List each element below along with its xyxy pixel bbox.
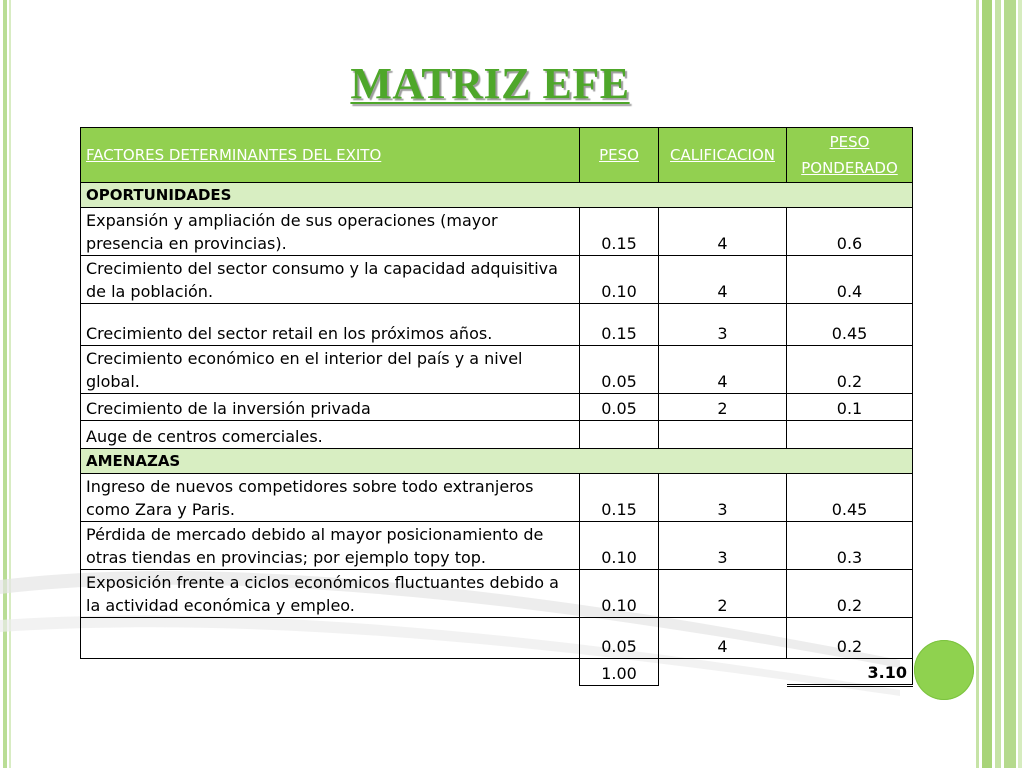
- value-peso: 0.15: [580, 474, 659, 522]
- factor-cell: [81, 570, 580, 618]
- factor-text-line2: otras tiendas en provincias; por ejemplo topy top.: [86, 548, 486, 567]
- factor-row: [81, 421, 913, 449]
- value-peso: 0.15: [580, 208, 659, 256]
- factor-text-line1: Crecimiento económico en el interior del país y a nivel: [86, 349, 523, 368]
- header-ponderado-line2: PONDERADO: [801, 159, 898, 177]
- factor-cell: [81, 346, 580, 394]
- header-ponderado-line1: PESO: [829, 133, 870, 151]
- value-peso: 0.05: [580, 394, 659, 421]
- value-peso: 0.05: [580, 346, 659, 394]
- factor-text-line2: como Zara y Paris.: [86, 500, 236, 519]
- section-row: [81, 449, 913, 474]
- decorative-circle: [914, 640, 974, 700]
- value-pond: 0.2: [787, 346, 913, 394]
- value-pond: 0.45: [787, 304, 913, 346]
- value-cal: 4: [659, 346, 787, 394]
- value-pond: 0.3: [787, 522, 913, 570]
- factor-row: [81, 304, 913, 346]
- value-pond: 0.45: [787, 474, 913, 522]
- value-pond: 0.4: [787, 256, 913, 304]
- factor-text-line2: global.: [86, 372, 140, 391]
- efe-matrix-table: [80, 127, 913, 687]
- value-cal: 4: [659, 256, 787, 304]
- factor-cell: [81, 474, 580, 522]
- factor-row: [81, 208, 913, 256]
- section-label: AMENAZAS: [81, 449, 913, 474]
- factor-row: [81, 394, 913, 421]
- value-cal: 4: [659, 208, 787, 256]
- totals-row: [81, 659, 913, 686]
- factor-row: [81, 346, 913, 394]
- value-peso: [580, 421, 659, 449]
- factor-row: [81, 522, 913, 570]
- factor-cell: [81, 394, 580, 421]
- factor-cell: [81, 522, 580, 570]
- header-calificacion: CALIFICACION: [659, 128, 787, 183]
- page-title: MATRIZ EFE: [350, 59, 630, 108]
- factor-text-line2: de la población.: [86, 282, 214, 301]
- factor-cell: [81, 208, 580, 256]
- total-ponderado: 3.10: [787, 659, 913, 686]
- totals-blank: [81, 659, 580, 686]
- factor-text-line2: presencia en provincias).: [86, 234, 287, 253]
- value-pond: 0.6: [787, 208, 913, 256]
- factor-row: [81, 474, 913, 522]
- factor-text-line1: Ingreso de nuevos competidores sobre todo extranjeros: [86, 477, 534, 496]
- value-pond: [787, 421, 913, 449]
- factor-row: [81, 256, 913, 304]
- value-peso: 0.10: [580, 522, 659, 570]
- header-row: [81, 128, 913, 183]
- header-peso: PESO: [580, 128, 659, 183]
- value-cal: 3: [659, 522, 787, 570]
- factor-text-line1: Crecimiento del sector consumo y la capacidad adquisitiva: [86, 259, 558, 278]
- value-peso: 0.10: [580, 256, 659, 304]
- factor-cell: [81, 421, 580, 449]
- header-peso-ponderado: [787, 128, 913, 183]
- factor-text-line2: Auge de centros comerciales.: [86, 427, 323, 446]
- section-label: OPORTUNIDADES: [81, 183, 913, 208]
- value-peso: 0.10: [580, 570, 659, 618]
- factor-cell: [81, 304, 580, 346]
- factor-text-line2: Crecimiento de la inversión privada: [86, 399, 371, 418]
- factor-row: [81, 570, 913, 618]
- section-row: [81, 183, 913, 208]
- value-cal: 2: [659, 570, 787, 618]
- factor-text-line2: Crecimiento del sector retail en los próximos años.: [86, 324, 493, 343]
- factor-cell: [81, 256, 580, 304]
- factor-row: [81, 618, 913, 659]
- value-cal: 2: [659, 394, 787, 421]
- total-peso: 1.00: [580, 659, 659, 686]
- value-cal: [659, 421, 787, 449]
- header-factor: FACTORES DETERMINANTES DEL EXITO: [81, 128, 580, 183]
- factor-text-line2: la actividad económica y empleo.: [86, 596, 355, 615]
- totals-blank: [659, 659, 787, 686]
- value-pond: 0.2: [787, 618, 913, 659]
- value-peso: 0.15: [580, 304, 659, 346]
- factor-text-line1: Expansión y ampliación de sus operaciones (mayor: [86, 211, 498, 230]
- value-pond: 0.2: [787, 570, 913, 618]
- factor-text-line1: Exposición frente a ciclos económicos fluctuantes debido a: [86, 573, 559, 592]
- factor-text-line1: Pérdida de mercado debido al mayor posicionamiento de: [86, 525, 544, 544]
- value-cal: 3: [659, 474, 787, 522]
- value-peso: 0.05: [580, 618, 659, 659]
- value-cal: 3: [659, 304, 787, 346]
- factor-cell: [81, 618, 580, 659]
- value-pond: 0.1: [787, 394, 913, 421]
- value-cal: 4: [659, 618, 787, 659]
